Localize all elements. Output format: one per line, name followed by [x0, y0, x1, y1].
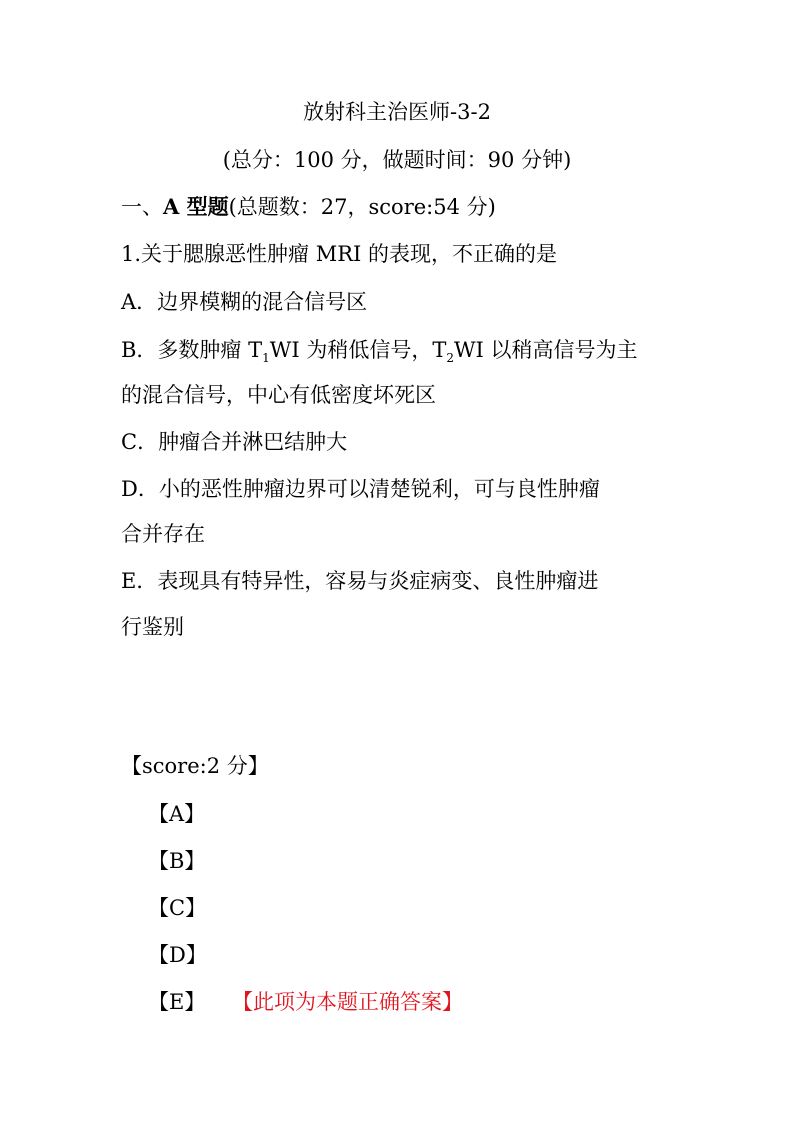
option-b-part-2: WI 为稍低信号，T — [269, 338, 447, 362]
option-b-part-1: B．多数肿瘤 T — [121, 338, 263, 362]
document-title: 放射科主治医师-3-2 — [303, 100, 491, 124]
answer-choice-d: 【D】 — [148, 943, 207, 967]
option-b-subscript-2: 2 — [446, 351, 454, 365]
option-b-part-3: WI 以稍高信号为主 — [453, 338, 638, 362]
option-b-line-2: 的混合信号，中心有低密度坏死区 — [121, 383, 436, 407]
answer-score: 【score:2 分】 — [121, 754, 269, 778]
option-b-line-1 — [121, 336, 638, 367]
answer-choice-c: 【C】 — [148, 896, 207, 920]
answer-choice-b: 【B】 — [148, 849, 206, 873]
option-b-subscript-1: 1 — [262, 351, 270, 365]
question-stem: 1.关于腮腺恶性肿瘤 MRI 的表现，不正确的是 — [121, 242, 557, 266]
answer-choice-a: 【A】 — [148, 802, 206, 826]
option-e-line-2: 行鉴别 — [121, 615, 184, 639]
section-prefix: 一、 — [121, 195, 163, 219]
option-c: C．肿瘤合并淋巴结肿大 — [121, 430, 348, 454]
section-type-label: A 型题 — [163, 194, 229, 219]
option-d-line-2: 合并存在 — [121, 522, 205, 546]
correct-answer-note: 【此项为本题正确答案】 — [232, 990, 463, 1014]
option-d-line-1: D．小的恶性肿瘤边界可以清楚锐利，可与良性肿瘤 — [121, 477, 600, 501]
document-subtitle: (总分：100 分，做题时间：90 分钟) — [222, 148, 572, 172]
section-info: (总题数：27，score:54 分) — [228, 195, 496, 219]
answer-choice-e: 【E】 — [148, 990, 206, 1014]
option-e-line-1: E．表现具有特异性，容易与炎症病变、良性肿瘤进 — [121, 569, 599, 593]
option-a: A．边界模糊的混合信号区 — [121, 290, 368, 314]
section-heading — [121, 193, 496, 221]
